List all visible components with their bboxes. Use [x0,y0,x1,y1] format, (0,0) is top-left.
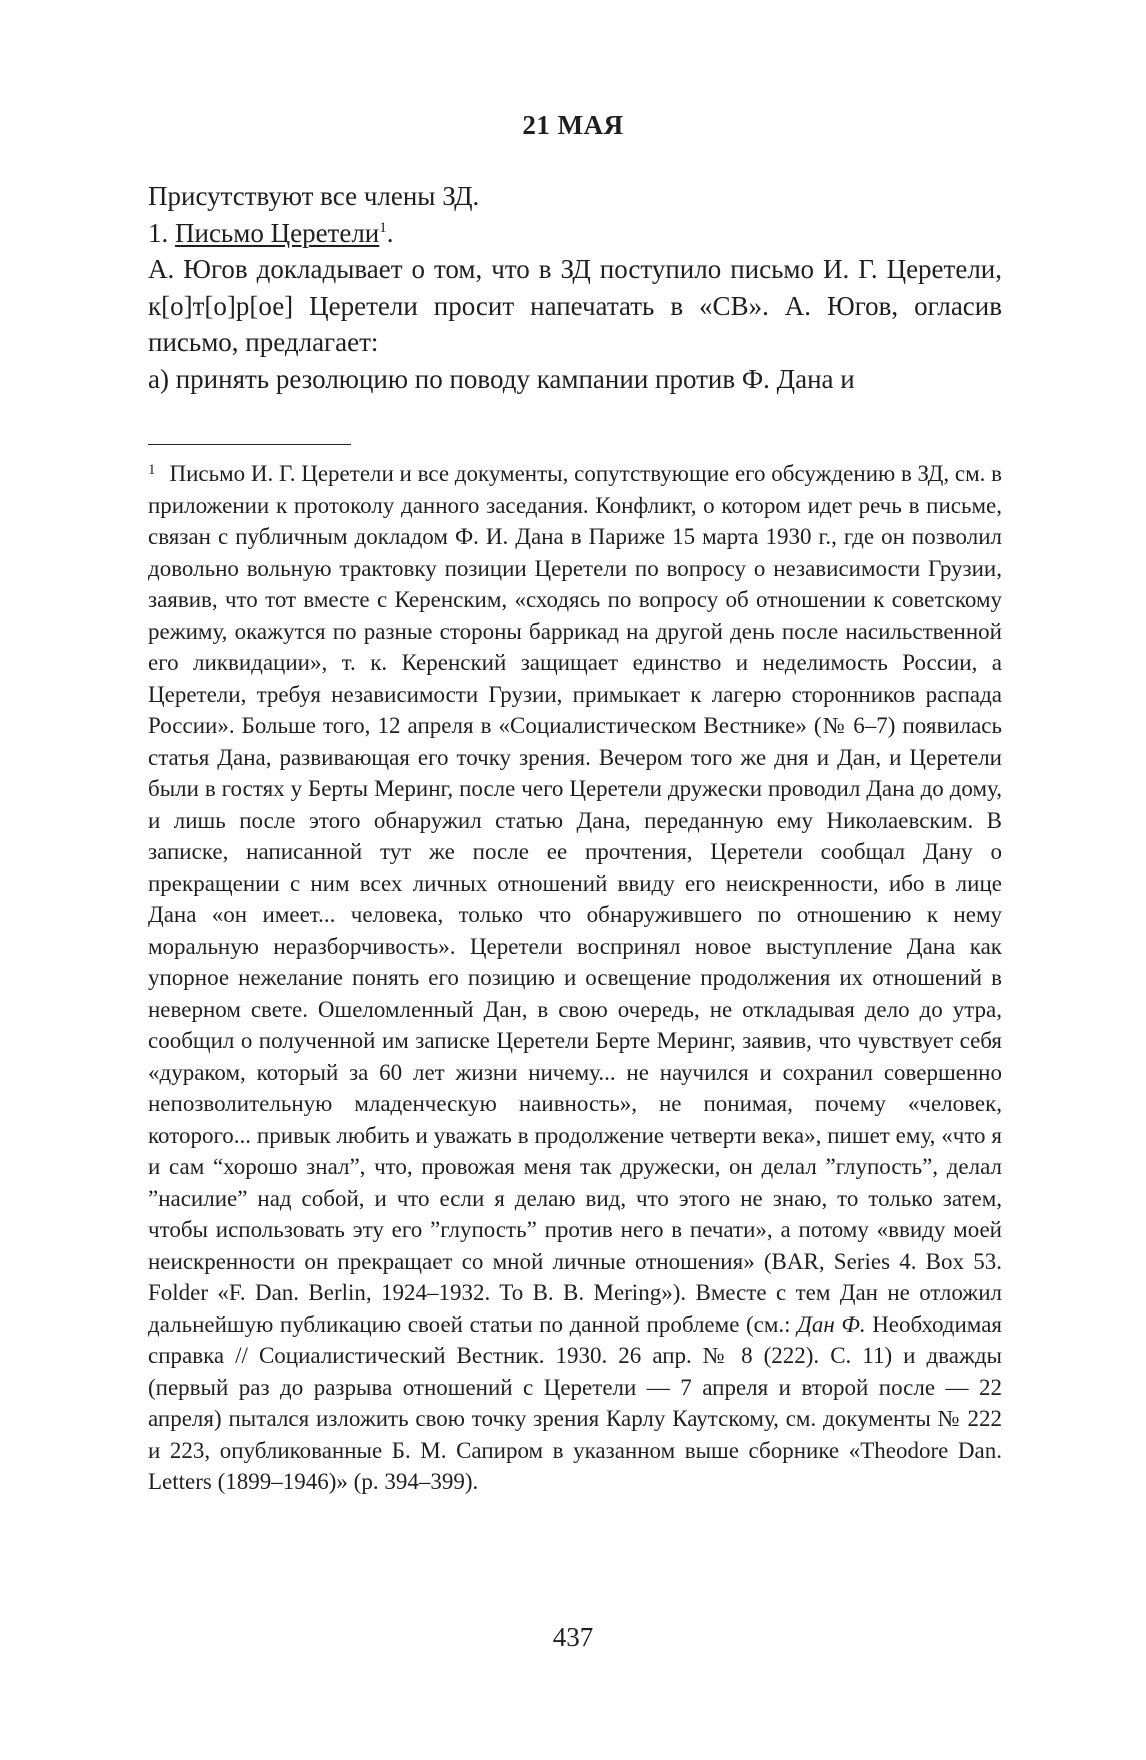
paragraph-yugov-text: А. Югов докладывает о том, что в ЗД поступило письмо И. Г. Церетели, к[о]т[о]р[ое] Церетели просит напечатать в «СВ». А. Югов, огласив письмо, предлагает: [148,254,1002,357]
page-number: 437 [552,1622,594,1652]
attendance-text: Присутствуют все члены ЗД. [148,181,480,211]
paragraph-a [148,361,1002,398]
footnote-text-part1: Письмо И. Г. Церетели и все документы, сопутствующие его обсуждению в ЗД, см. в приложении к протоколу данного заседания. Конфликт, о котором идет речь в письме, связан с публичным докладом Ф. И. Дана в Париже 15 марта 1930 г., где он позволил довольно вольную трактовку позиции Церетели по вопросу о независимости Грузии, заявив, что тот вместе с Керенским, «сходясь по вопросу об отношении к советскому режиму, окажутся по разные стороны баррикад на другой день после насильственной его ликвидации», т. к. Керенский защищает единство и неделимость России, а Церетели, требуя независимости Грузии, примыкает к лагерю сторонников распада России». Больше того, 12 апреля в «Социалистическом Вестнике» (№ 6–7) появилась статья Дана, развивающая его точку зрения. Вечером того же дня и Дан, и Церетели были в гостях у Берты Меринг, после чего Церетели дружески проводил Дана до дому, и лишь после этого обнаружил статью Дана, переданную ему Николаевским. В записке, написанной тут же после ее прочтения, Церетели сообщал Дану о прекращении с ним всех личных отношений ввиду его неискренности, ибо в лице Дана «он имеет... человека, только что обнаружившего по отношению к нему моральную неразборчивость». Церетели воспринял новое выступление Дана как упорное нежелание понять его позицию и освещение продолжения их отношений в неверном свете. Ошеломленный Дан, в свою очередь, не откладывая дело до утра, сообщил о полученной им записке Церетели Берте Меринг, заявив, что чувствует себя «дураком, который за 60 лет жизни ничему... не научился и сохранил совершенно непозволительную младенческую наивность», не понимая, почему «человек, которого... привык любить и уважать в продолжение четверти века», пишет ему, «что я и сам “хорошо знал”, что, провожая меня так дружески, он делал ”глупость”, делал ”насилие” над собой, и что если я делаю вид, что этого не знаю, то только затем, чтобы использовать эту его ”глупость” против него в печати», а потому «ввиду моей неискренности он прекращает со мной личные отношения» (BAR, Series 4. Box 53. Folder «F. Dan. Berlin, 1924–1932. To B. B. Mering»). Вместе с тем Дан не отложил дальнейшую публикацию своей статьи по данной проблеме (см.: [148,461,1002,1337]
footnote-1: 1 Письмо И. Г. Церетели и все документы, сопутствующие его обсуждению в ЗД, см. в приложении к протоколу данного заседания. Конфликт, о котором идет речь в письме, связан с публичным докладом Ф. И. Дана в Париже 15 марта 1930 г., где он позволил довольно вольную трактовку позиции Церетели по вопросу о независимости Грузии, заявив, что тот вместе с Керенским, «сходясь по вопросу об отношении к советскому режиму, окажутся по разные стороны баррикад на другой день после насильственной его ликвидации», т. к. Керенский защищает единство и неделимость России, а Церетели, требуя независимости Грузии, примыкает к лагерю сторонников распада России». Больше того, 12 апреля в «Социалистическом Вестнике» (№ 6–7) появилась статья Дана, развивающая его точку зрения. Вечером того же дня и Дан, и Церетели были в гостях у Берты Меринг, после чего Церетели дружески проводил Дана до дому, и лишь после этого обнаружил статью Дана, переданную ему Николаевским. В записке, написанной тут же после ее прочтения, Церетели сообщал Дану о прекращении с ним всех личных отношений ввиду его неискренности, ибо в лице Дана «он имеет... человека, только что обнаружившего по отношению к нему моральную неразборчивость». Церетели воспринял новое выступление Дана как упорное нежелание понять его позицию и освещение продолжения их отношений в неверном свете. Ошеломленный Дан, в свою очередь, не откладывая дело до утра, сообщил о полученной им записке Церетели Берте Меринг, заявив, что чувствует себя «дураком, который за 60 лет жизни ничему... не научился и сохранил совершенно непозволительную младенческую наивность», не понимая, почему «человек, которого... привык любить и уважать в продолжение четверти века», пишет ему, «что я и сам “хорошо знал”, что, провожая меня так дружески, он делал ”глупость”, делал ”насилие” над собой, и что если я делаю вид, что этого не знаю, то только затем, чтобы использовать эту его ”глупость” против него в печати», а потому «ввиду моей неискренности он прекращает со мной личные отношения» (BAR, Series 4. Box 53. Folder «F. Dan. Berlin, 1924–1932. To B. B. Mering»). Вместе с тем Дан не отложил дальнейшую публикацию своей статьи по данной проблеме (см.: Дан Ф. Необходимая справка // Социалистический Вестник. 1930. 26 апр. № 8 (222). С. 11) и дважды (первый раз до разрыва отношений с Церетели — 7 апреля и второй после — 22 апреля) пытался изложить свою точку зрения Карлу Каутскому, см. документы № 222 и 223, опубликованные Б. М. Сапиром в указанном выше сборнике «Theodore Dan. Letters (1899–1946)» (p. 394–399). [148,461,1002,1494]
footnote-italic-reference: Дан Ф. [797,1311,866,1337]
agenda-item-title: Письмо Церетели [175,217,380,248]
footnote-reference[interactable]: 1 [379,219,387,236]
agenda-item-period: . [386,217,394,248]
paragraph-yugov [148,251,1002,361]
section-heading: 21 МАЯ [522,110,624,140]
attendance-line [148,178,1002,215]
main-text [148,178,1002,397]
paragraph-a-text: а) принять резолюцию по поводу кампании против Ф. Дана и [148,363,855,394]
agenda-item-1 [148,215,1002,252]
footnote-divider [148,444,351,445]
footnote-text-part2: Необходимая справка // Социалистический Вестник. 1930. 26 апр. № 8 (222). С. 11) и дважды (первый раз до разрыва отношений с Церетели — 7 апреля и второй после — 22 апреля) пытался изложить свою точку зрения Карлу Каутскому, см. документы № 222 и 223, опубликованные Б. М. Сапиром в указанном выше сборнике «Theodore Dan. Letters (1899–1946)» (p. 394–399). [148,1311,1002,1494]
agenda-item-number: 1. [148,217,175,248]
